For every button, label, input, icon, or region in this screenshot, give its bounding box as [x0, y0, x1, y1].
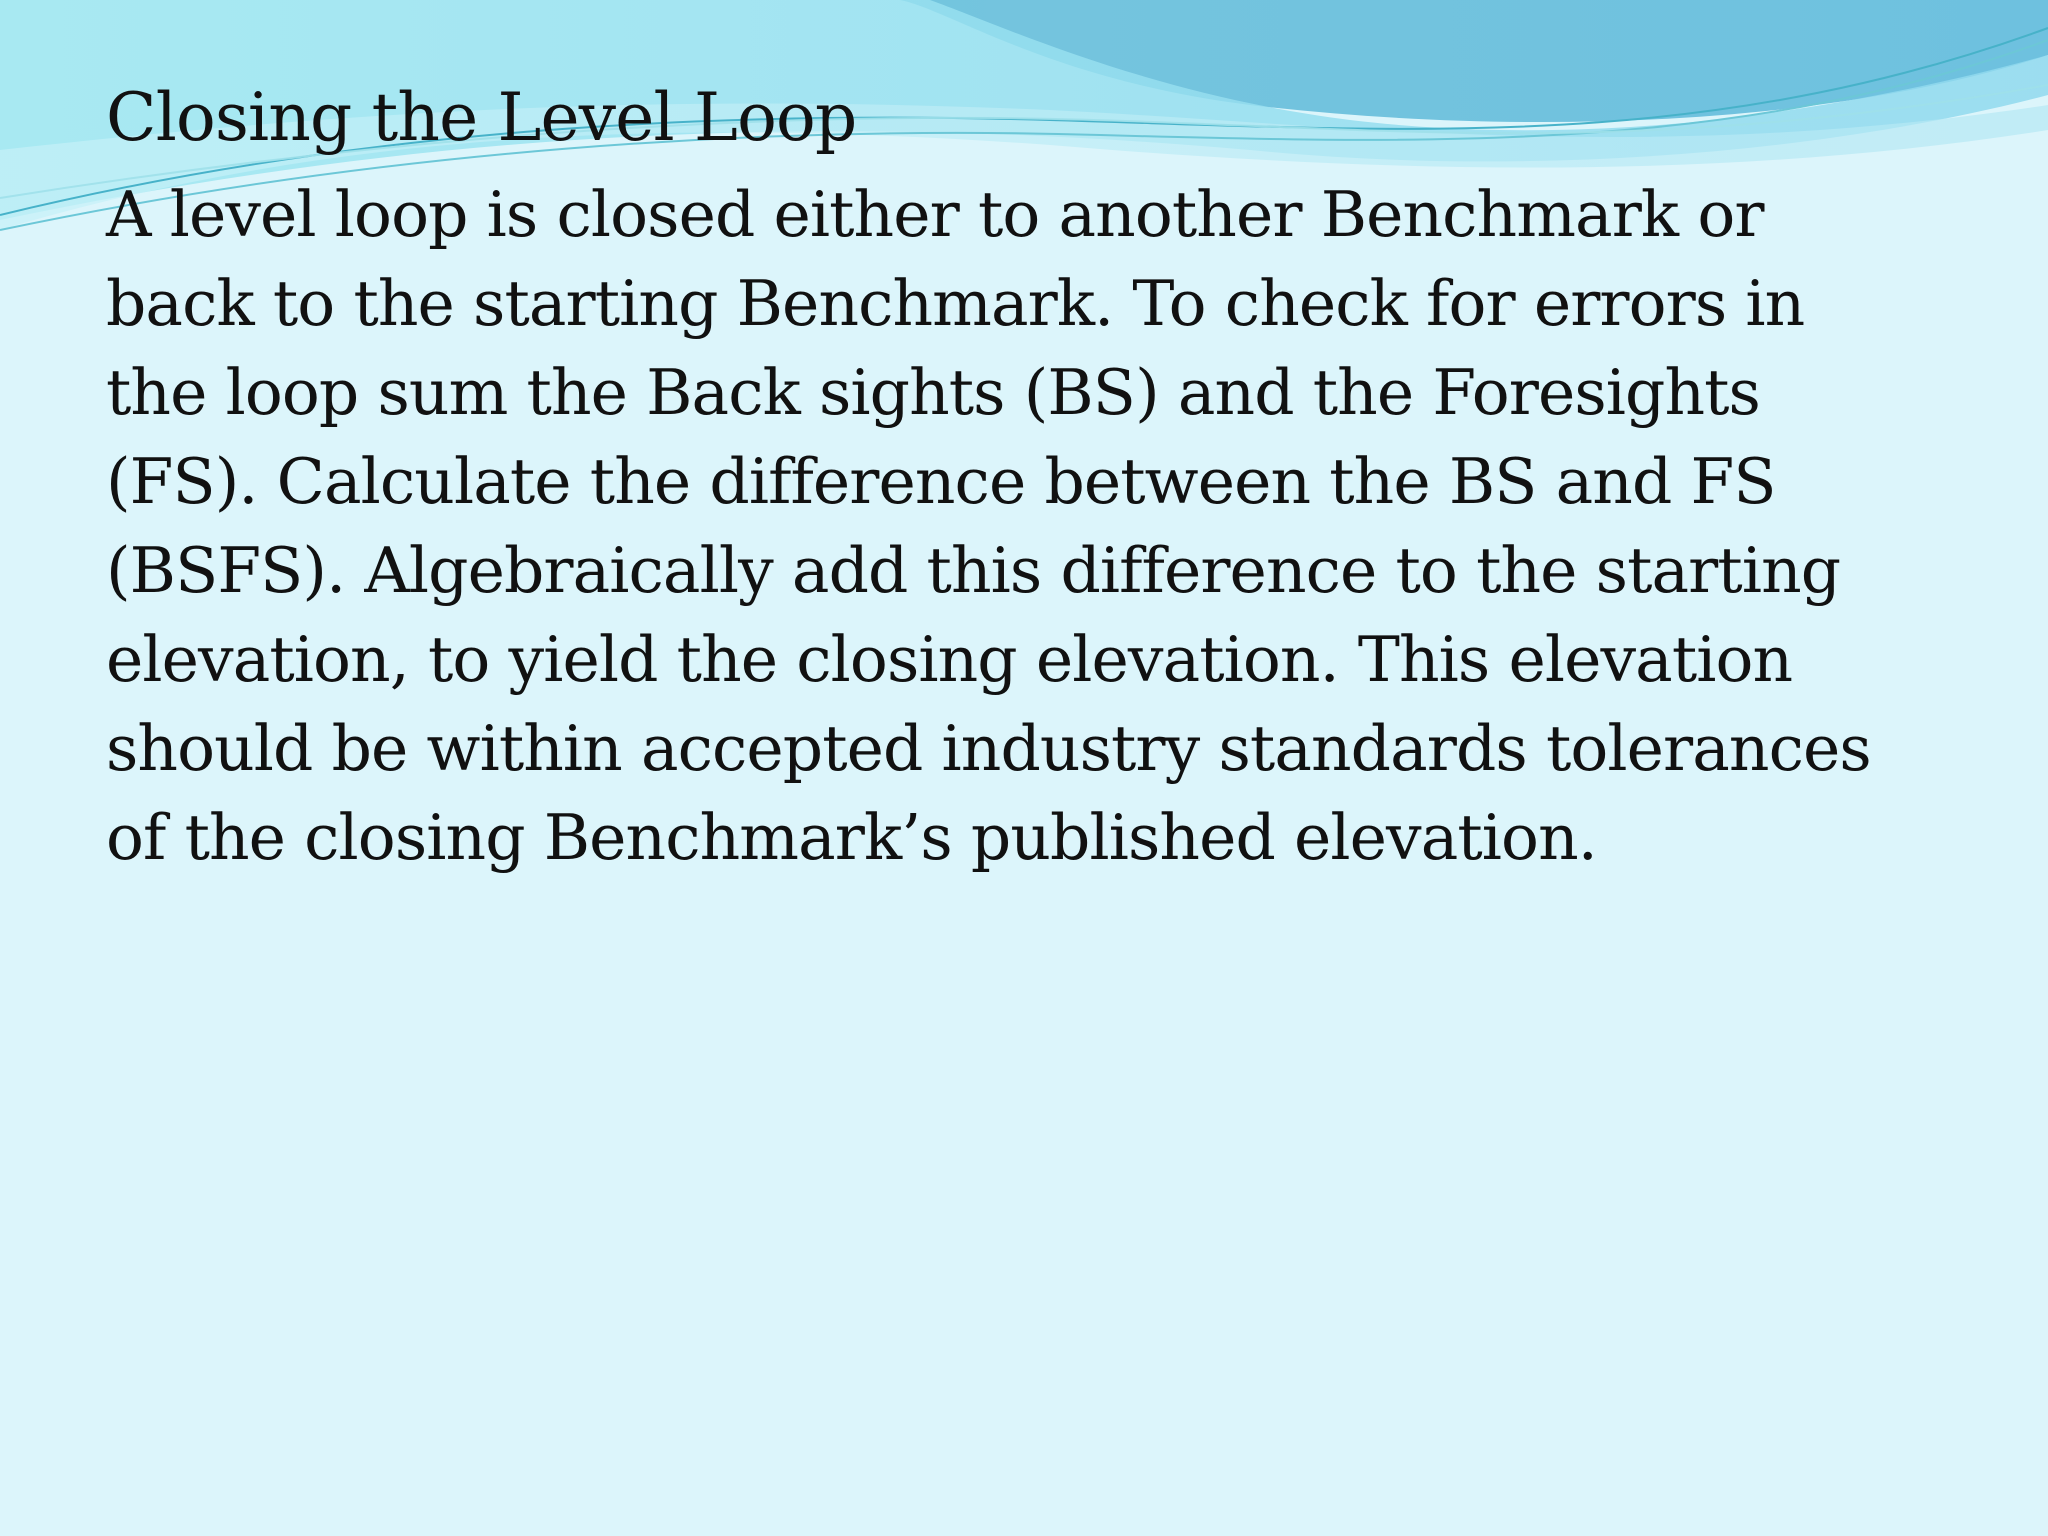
body-line: A level loop is closed either to another Benchmark or: [106, 178, 1764, 251]
slide-title: Closing the Level Loop: [106, 79, 857, 156]
body-text: [106, 170, 1956, 882]
body-line: of the closing Benchmark’s published elevation.: [106, 801, 1597, 874]
body-line: back to the starting Benchmark. To check for errors in: [106, 267, 1805, 340]
slide-content: [106, 66, 1956, 882]
body-line: (FS). Calculate the difference between the BS and FS: [106, 445, 1776, 518]
body-line: the loop sum the Back sights (BS) and the Foresights: [106, 356, 1760, 429]
body-line: should be within accepted industry standards tolerances: [106, 712, 1871, 785]
body-line: elevation, to yield the closing elevation. This elevation: [106, 623, 1793, 696]
body-line: (BSFS). Algebraically add this difference to the starting: [106, 534, 1841, 607]
